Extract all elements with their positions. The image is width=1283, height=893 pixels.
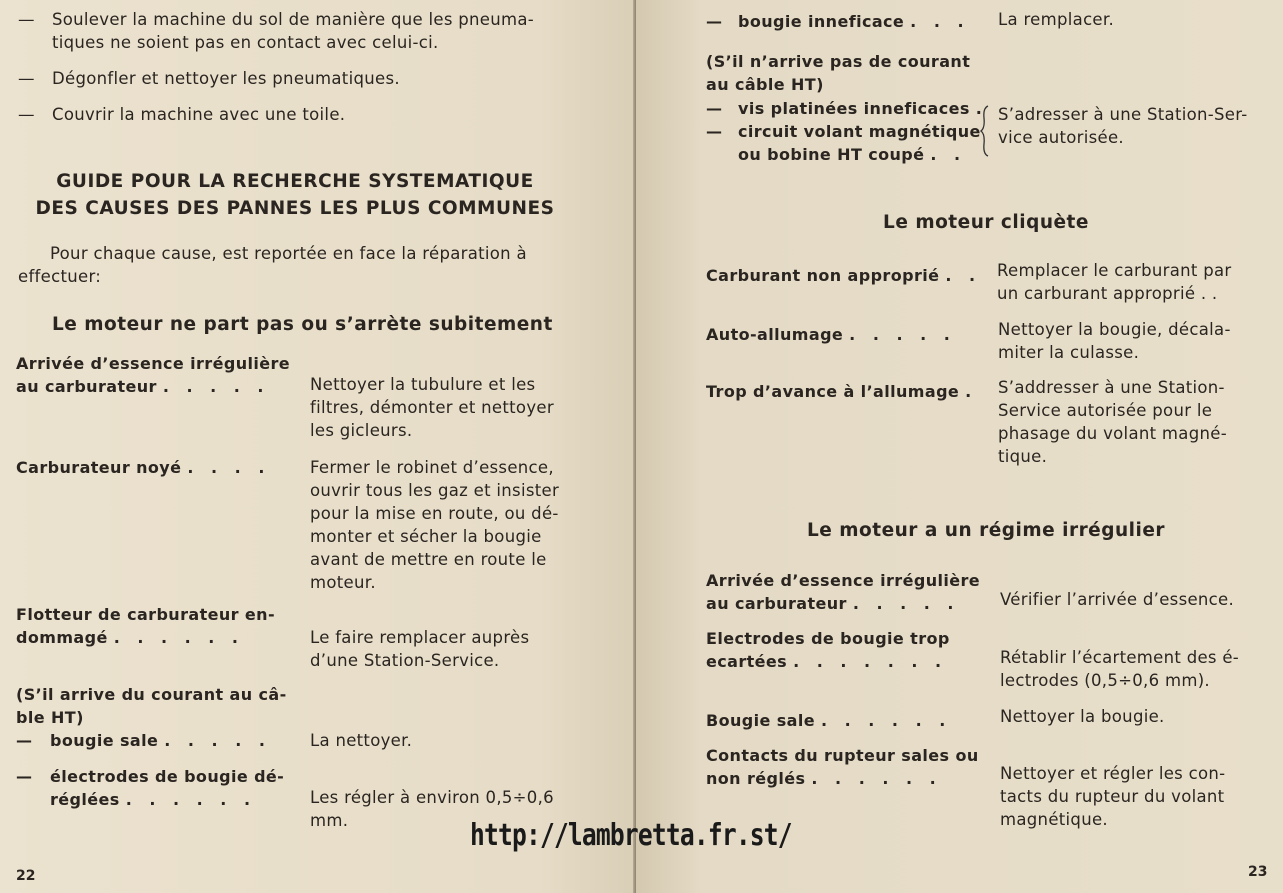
cause-line2: au carburateur [706,594,847,613]
cause-line2: au carburateur [16,377,157,396]
remedy-line: tique. [998,447,1048,466]
cause-bougie-sale [16,729,291,752]
dot-leader: . . . . . . [125,790,257,809]
page-number-left: 22 [16,868,36,884]
remedy-bougie-inneficace: La remplacer. [998,10,1114,29]
section2-title: Le moteur cliquète [883,212,1089,233]
dash: — [706,122,723,141]
cause-flotteur [16,603,291,649]
remedy-line: phasage du volant magné- [998,424,1227,443]
intro-item-1 [18,8,578,54]
subsection-heading [16,683,291,729]
intro-text-line2: tiques ne soient pas en contact avec celui-ci. [52,33,439,52]
dot-leader: . . . [910,12,970,31]
remedy-auto-allumage [998,318,1268,364]
remedy-line: Nettoyer la bougie. [1000,707,1165,726]
guide-intro-line1: Pour chaque cause, est reportée en face la réparation à [50,244,527,263]
dash: — [18,105,35,124]
remedy-line: Rétablir l’écartement des é- [1000,648,1240,667]
subsection-line1: (S’il n’arrive pas de courant [706,52,971,71]
cause-text: bougie inneficace [738,12,905,31]
remedy-line: Les régler à environ 0,5÷0,6 [310,788,554,807]
remedy-carburant [997,259,1267,305]
right-page [636,0,1283,893]
cause-line2: non réglés [706,769,806,788]
remedy-arrivee-essence [310,373,576,442]
remedy-line: moteur. [310,573,376,592]
cause-bougie-sale-r [706,709,986,732]
remedy-line: Remplacer le carburant par [997,261,1232,280]
remedy-line: La nettoyer. [310,731,413,750]
item-text: circuit volant magnétique [738,122,981,141]
remedy-carburateur-noye [310,456,576,594]
dot-leader: . . . . . [162,377,270,396]
remedy-line: tacts du rupteur du volant [1000,787,1225,806]
guide-title-line1: GUIDE POUR LA RECHERCHE SYSTEMATIQUE [56,171,534,192]
dash: — [16,767,33,786]
remedy-line: vice autorisée. [998,128,1124,147]
subsection-line2: ble HT) [16,708,84,727]
dot-leader: . . . . . . [811,769,942,788]
cause-arrivee-essence [16,352,291,398]
dot-leader: . . . . [187,458,271,477]
cause-text: Auto-allumage [706,325,844,344]
guide-intro [18,242,578,288]
cause-line2: dommagé [16,628,108,647]
watermark-url: http://lambretta.fr.st/ [470,818,792,853]
remedy-contacts [1000,762,1266,831]
cause-line1: Bougie sale [706,711,815,730]
remedy-line: miter la culasse. [998,343,1140,362]
intro-text: Dégonfler et nettoyer les pneumatiques. [52,69,400,88]
guide-title [0,168,590,222]
section1-title: Le moteur ne part pas ou s’arrète subitement [52,314,553,335]
remedy-bougie-sale-r [1000,705,1270,728]
dash: — [18,69,35,88]
cause-text: Carburant non approprié [706,266,940,285]
dash: — [706,12,723,31]
subsection-line1: (S’il arrive du courant au câ- [16,685,287,704]
dot-leader: . . [930,145,967,164]
dot-leader: . . . . . [849,325,956,344]
remedy-arrivee-essence-r [1000,588,1270,611]
subsection-line2: au câble HT) [706,75,824,94]
subsection-items [706,97,996,166]
cause-electrodes-r [706,627,986,673]
cause-contacts [706,744,986,790]
section3-title: Le moteur a un régime irrégulier [806,520,1165,541]
remedy-line: filtres, démonter et nettoyer [310,398,554,417]
dot-leader: . . . . . [852,594,960,613]
remedy-line: pour la mise en route, ou dé- [310,504,559,523]
cause-line1: Electrodes de bougie trop [706,629,950,648]
cause-carburateur-noye [16,456,291,479]
dot-leader: . . [945,266,982,285]
remedy-line: les gicleurs. [310,421,413,440]
cause-line1: Arrivée d’essence irrégulière [16,354,291,373]
remedy-line: Vérifier l’arrivée d’essence. [1000,590,1235,609]
cause-line2: ecartées [706,652,788,671]
cause-line2: réglées [50,790,120,809]
brace-icon [980,104,990,164]
cause-carburant [706,264,986,287]
remedy-line: S’adresser à une Station-Ser- [998,105,1248,124]
intro-text-line1: Soulever la machine du sol de manière que les pneuma- [52,10,535,29]
subsection-remedy [998,103,1268,149]
cause-text: Trop d’avance à l’allumage [706,382,960,401]
item-text: vis platinées inneficaces [738,99,970,118]
remedy-line: Fermer le robinet d’essence, [310,458,554,477]
dot-leader: . . . . . . [820,711,952,730]
intro-item-2 [18,67,578,90]
remedy-line: ouvrir tous les gaz et insister [310,481,560,500]
cause-bougie-inneficace [706,10,986,33]
dot-leader: . [965,382,972,401]
remedy-line: magnétique. [1000,810,1108,829]
intro-item-3 [18,103,578,126]
left-page [0,0,636,893]
dash: — [18,10,35,29]
remedy-line: Le faire remplacer auprès [310,628,530,647]
remedy-line: Service autorisée pour le [998,401,1213,420]
remedy-flotteur [310,626,576,672]
remedy-line: avant de mettre en route le [310,550,547,569]
dot-leader: . . . . . . [113,628,245,647]
remedy-line: monter et sécher la bougie [310,527,542,546]
cause-text: bougie sale [50,731,159,750]
remedy-trop-avance [998,376,1264,468]
guide-title-line2: DES CAUSES DES PANNES LES PLUS COMMUNES [35,198,555,219]
dot-leader: . . . . . . . [793,652,948,671]
cause-trop-avance [706,380,996,403]
cause-auto-allumage [706,323,986,346]
remedy-line: S’addresser à une Station- [998,378,1225,397]
item-text: ou bobine HT coupé [738,145,925,164]
cause-electrodes [16,765,291,811]
remedy-line: d’une Station-Service. [310,651,500,670]
cause-line1: électrodes de bougie dé- [50,767,285,786]
dash: — [706,99,723,118]
dot-leader: . [975,99,983,118]
cause-line1: Arrivée d’essence irrégulière [706,571,981,590]
intro-text: Couvrir la machine avec une toile. [52,105,346,124]
cause-line1: Contacts du rupteur sales ou [706,746,979,765]
cause-arrivee-essence-r [706,569,986,615]
page-number-right: 23 [1248,864,1268,880]
remedy-line: un carburant approprié . . [997,284,1218,303]
remedy-electrodes-r [1000,646,1270,692]
guide-intro-line2: effectuer: [18,267,102,286]
remedy-line: mm. [310,811,349,830]
remedy-line: Nettoyer la tubulure et les [310,375,536,394]
subsection-heading-right [706,50,986,96]
remedy-line: lectrodes (0,5÷0,6 mm). [1000,671,1210,690]
dot-leader: . . . . . [164,731,271,750]
remedy-line: Nettoyer la bougie, décala- [998,320,1231,339]
cause-line1: Flotteur de carburateur en- [16,605,276,624]
cause-line1: Carburateur noyé [16,458,182,477]
remedy-line: Nettoyer et régler les con- [1000,764,1226,783]
dash: — [16,731,33,750]
remedy-bougie-sale [310,729,576,752]
